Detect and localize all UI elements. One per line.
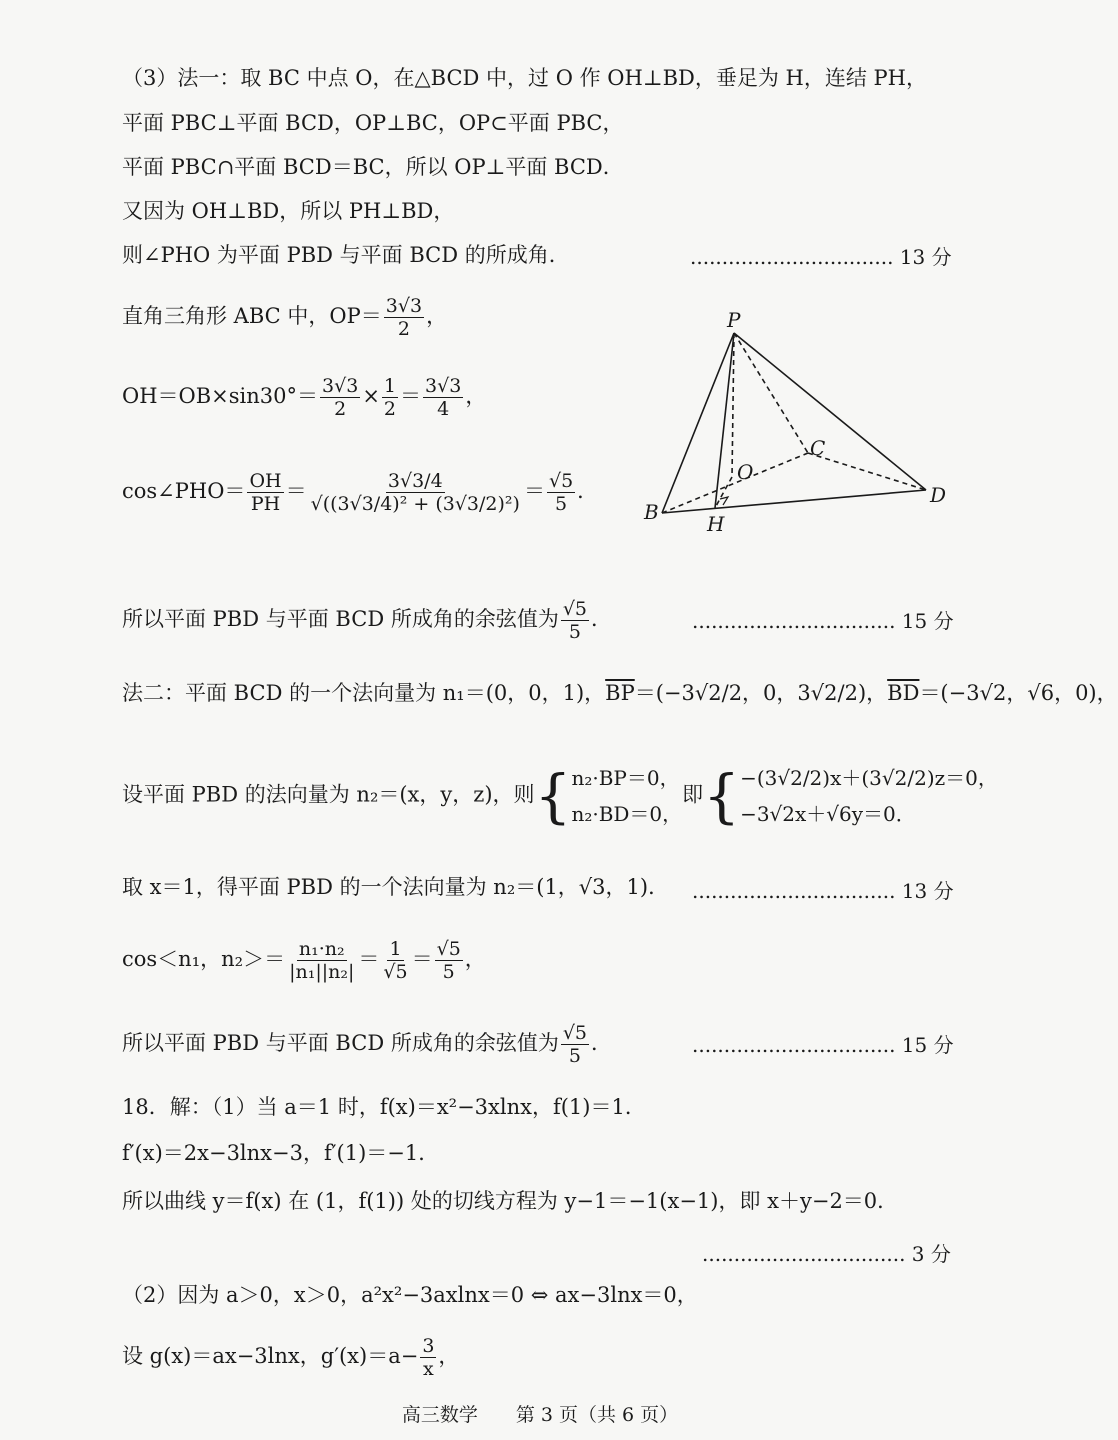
op-equation: 直角三角形 ABC 中，OP＝ $\frac{3√3}{2}$ ， [122, 295, 448, 340]
pyramid-figure [630, 305, 960, 535]
g-derivative-line: 设 g(x)＝ax−3lnx，g′(x)＝a− $\frac{3}{x}$ ， [122, 1335, 460, 1380]
edge-bd [662, 490, 926, 513]
score-mark: ................................ 15 分 [692, 1033, 954, 1057]
text-line: 取 x＝1，得平面 PBD 的一个法向量为 n₂＝(1，√3，1)． [122, 875, 670, 899]
edge-pd [734, 333, 926, 490]
text-line: 平面 PBC∩平面 BCD＝BC，所以 OP⊥平面 BCD． [122, 155, 624, 179]
oh-equation: OH＝OB×sin30°＝ $\frac{3√3}{2}$ × $\frac{1}{2}$ ＝ $\frac{3√3}{4}$ ， [122, 375, 487, 420]
label-d: D [930, 483, 947, 507]
method2-system: 设平面 PBD 的法向量为 n₂＝(x，y，z)，则{ n₂·BP＝0， n₂·BD＝0， 即{ −(3√2/2)x＋(3√2/2)z＝0， −3√2x＋√6y＝0． [122, 762, 998, 830]
label-o: O [737, 460, 754, 484]
right-angle-mark [720, 497, 728, 505]
text-line: 平面 PBC⊥平面 BCD，OP⊥BC，OP⊂平面 PBC， [122, 111, 624, 135]
text-line: 所以曲线 y＝f(x) 在 (1，f(1)) 处的切线方程为 y−1＝−1(x−1)，即 x＋y−2＝0． [122, 1189, 899, 1213]
page-footer: 高三数学 第 3 页（共 6 页） [401, 1404, 679, 1426]
text-line: （2）因为 a＞0，x＞0，a²x²−3axlnx＝0 ⇔ ax−3lnx＝0， [122, 1283, 698, 1307]
text-line: 18．解：（1）当 a＝1 时，f(x)＝x²−3xlnx，f(1)＝1． [122, 1095, 646, 1119]
cos-equation: cos∠PHO＝ $\frac{OH}{PH}$ ＝ $\frac{3√3/4}{\text{√((3√3/4)² + (3√3/2)²)}}$ ＝ $\frac{√5}{5}$ ． [122, 470, 599, 515]
edge-bc [662, 453, 808, 513]
text-line: 则∠PHO 为平面 PBD 与平面 BCD 的所成角． [122, 243, 570, 267]
conclusion-line: 所以平面 PBD 与平面 BCD 所成角的余弦值为 $\frac{√5}{5}$ ． [122, 1022, 613, 1067]
edge-cd [808, 453, 926, 490]
label-p: P [727, 308, 741, 332]
score-mark: ................................ 13 分 [692, 879, 954, 903]
label-h: H [707, 512, 725, 536]
label-b: B [644, 500, 659, 524]
score-mark: ................................ 13 分 [690, 245, 952, 269]
conclusion-line: 所以平面 PBD 与平面 BCD 所成角的余弦值为 $\frac{√5}{5}$ ． [122, 598, 613, 643]
text-line: f′(x)＝2x−3lnx−3，f′(1)＝−1． [122, 1141, 440, 1165]
score-mark: ................................ 3 分 [702, 1242, 951, 1266]
method2-line1: 法二：平面 BCD 的一个法向量为 n₁＝(0，0，1)，$\overline{BP}=(-3√2/2$，0，3√2/2)，$\overline{BD}=(-3√2$，√6，0)， [122, 681, 1118, 705]
text-line: （3）法一：取 BC 中点 O，在△BCD 中，过 O 作 OH⊥BD，垂足为 H，连结 PH， [122, 66, 927, 90]
method2-cos: cos＜n₁，n₂＞＝ $\frac{\text{n₁·n₂}}{\text{|n₁||n₂|}}$ ＝ $\frac{1}{√5}$ ＝ $\frac{√5}{5}$ ， [122, 938, 486, 983]
edge-pb [662, 333, 734, 513]
text-line: 又因为 OH⊥BD，所以 PH⊥BD， [122, 199, 455, 223]
label-c: C [810, 436, 826, 460]
edge-pc [734, 333, 808, 453]
score-mark: ................................ 15 分 [692, 609, 954, 633]
edge-ph [715, 333, 734, 508]
